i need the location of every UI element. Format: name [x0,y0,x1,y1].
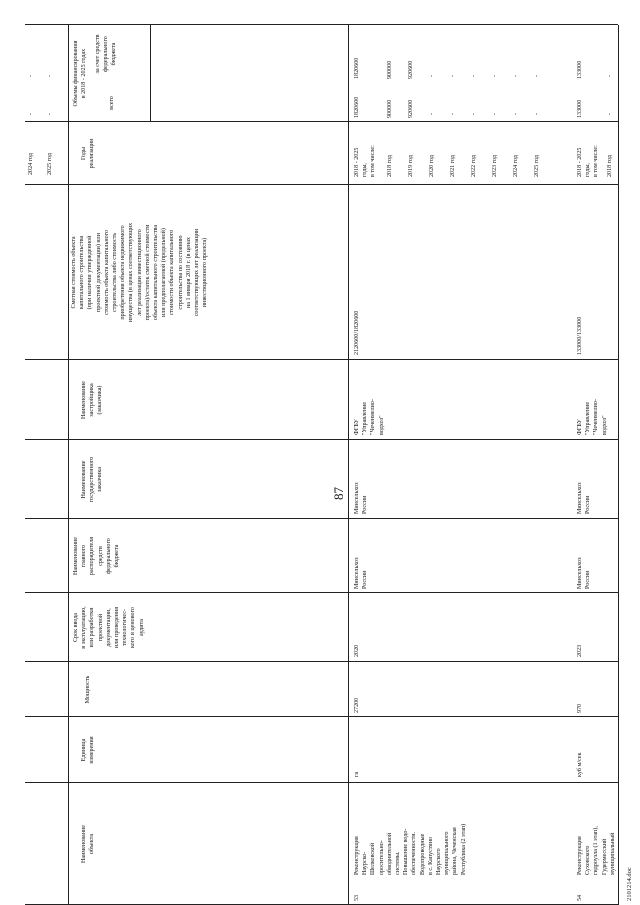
column-divider [25,439,618,440]
capacity: 27200 [354,697,360,713]
federal-cell: - [534,74,540,77]
years-cell: 2018 год [607,154,613,177]
prior-total-1: - [28,112,34,115]
federal-cell: - [471,74,477,77]
header-financing: Объемы финансирования в 2018 - 2025 годах [73,40,88,107]
object-name: Реконструкция Наурско- Шелковской оросительно- обводнительной системы. Повышение водо- обеспеченности. Водопроводные в с. Капустино Наурского муниципального района, Чеченская Республика (2 этап) [354,823,467,875]
prior-year-1: 2024 год [28,152,34,175]
estimated-cost: 133000/133000 [577,316,583,355]
page-number: 87 [331,487,346,500]
total-cell: - [429,112,435,115]
years-cell: 2024 год [513,154,519,177]
total-cell: - [513,112,519,115]
total-cell: - [492,112,498,115]
deadline: 2023 [577,644,583,657]
column-divider [25,782,618,783]
years-cell: 2018 - 2025 годы, в том числе: [577,145,600,177]
table-border-bottom [618,25,619,905]
header-estimated-cost: Сметная стоимость объекта капитального строительства (при наличии утвержденной проектной документации) или стоимость объекта капитального строительства либо стоимость приобретения объекта недвижимого имущества (в ценах соответствующих лет реализации инвестиционного проекта)/остаток сметной стоимости объекта капитального строительства или предполагаемой (предельной) стоимости объекта капитального строительства по состоянию на 1 января 2018 г. (в ценах соответствующих лет реализации инвестиционного проекта) [71,222,209,323]
prior-federal-2: - [47,74,53,77]
federal-cell: - [607,74,613,77]
state-customer: Минсельхоз России [577,482,592,514]
header-unit: Единица измерения [81,736,96,764]
federal-cell: 133000 [577,60,583,79]
header-financing-total: всего [109,96,115,110]
state-customer: Минсельхоз России [354,482,369,514]
federal-cell: 900000 [387,60,393,79]
object-name: Реконструкция Суховского гидроузла (1 этап), Гудермесский муниципальный [577,826,616,875]
header-years: Годы реализации [81,138,96,169]
years-cell: 2022 год [471,154,477,177]
years-cell: 2019 год [408,154,414,177]
prior-total-2: - [47,112,53,115]
total-cell: - [471,112,477,115]
years-cell: 2018 год [387,154,393,177]
federal-cell: - [513,74,519,77]
header-object-name: Наименование объекта [81,825,96,863]
column-divider [25,716,618,717]
total-cell: - [450,112,456,115]
federal-cell: - [429,74,435,77]
main-manager: Минсельхоз России [354,557,369,589]
unit: га [354,771,360,777]
prior-federal-1: - [28,74,34,77]
years-cell: 2020 год [429,154,435,177]
years-cell: 2018 - 2025 годы, в том числе: [354,145,377,177]
unit: куб м/сек [577,752,583,777]
years-cell: 2025 год [534,154,540,177]
developer: ФГБУ "Управление "Чеченмелио- водхоз" [354,399,385,435]
row-divider [348,25,349,905]
header-deadline: Срок ввода в эксплуатацию, или разработки проектной документации, или проведения технологичес- кого и ценового аудита [73,606,145,649]
total-cell: - [534,112,540,115]
main-manager: Минсельхоз России [577,557,592,589]
developer: ФГБУ "Управление "Чеченмелио- водхоз" [577,399,608,435]
deadline: 2020 [354,644,360,657]
total-cell: 1820600 [354,96,360,118]
estimated-cost: 2120600/1820600 [354,310,360,355]
federal-cell: 920600 [408,60,414,79]
total-cell: 900000 [387,99,393,118]
federal-cell: - [492,74,498,77]
total-cell: - [607,112,613,115]
header-state-customer: Наименование государственного заказчика [81,456,104,503]
total-cell: 920600 [408,99,414,118]
row-divider [150,25,151,122]
years-cell: 2021 год [450,154,456,177]
row-divider [68,25,69,905]
header-capacity: Мощность [85,675,91,704]
federal-cell: - [450,74,456,77]
row-number: 53 [354,894,360,901]
years-cell: 2023 год [492,154,498,177]
prior-year-2: 2025 год [47,152,53,175]
row-number: 54 [577,894,583,901]
header-financing-federal: за счет средств федерального бюджета [95,34,118,74]
header-main-manager: Наименование главного распорядителя средств федерального бюджета [73,536,121,576]
capacity: 970 [577,703,583,713]
header-developer: Наименование застройщика (заказчика) [81,381,104,419]
document-footer: 2101214.doc [626,867,633,901]
total-cell: 133000 [577,99,583,118]
federal-cell: 1820600 [354,57,360,79]
